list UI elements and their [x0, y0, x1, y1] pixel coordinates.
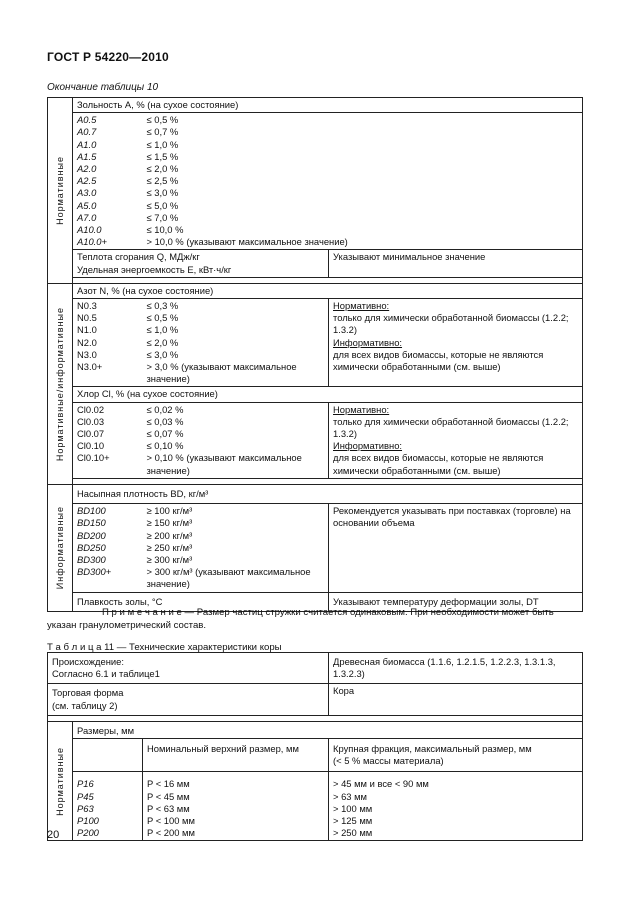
chlorine-codes: Cl0.02 Cl0.03 Cl0.07 Cl0.10 Cl0.10+: [73, 402, 143, 478]
size-title: Размеры, мм: [73, 721, 583, 738]
heat-left: Теплота сгорания Q, МДж/кг Удельная энергоемкость E, кВт·ч/кг: [73, 250, 329, 277]
ash-codes: A0.5 A0.7 A1.0 A1.5 A2.0 A2.5 A3.0 A5.0 A7.0 A10.0 A10.0+: [73, 113, 143, 250]
bulk-density-title: Насыпная плотность BD, кг/м³: [73, 484, 583, 503]
bulk-density-note: Рекомендуется указывать при поставках (торговле) на основании объема: [329, 504, 583, 592]
informative-label: Информативно:: [333, 440, 403, 452]
nominal-sizes: P < 16 мм P < 45 мм P < 63 мм P < 100 мм P < 200 мм: [143, 772, 329, 841]
coarse-fraction-values: > 45 мм и все < 90 мм > 63 мм > 100 мм > 125 мм > 250 мм: [329, 772, 583, 841]
page-number: 20: [47, 829, 60, 841]
ash-melting-left: Плавкость золы, °C: [73, 592, 329, 611]
group-label-normative: Нормативные: [48, 98, 73, 284]
trade-form-left: Торговая форма (см. таблицу 2): [48, 684, 329, 715]
origin-left: Происхождение: Согласно 6.1 и таблице1: [48, 653, 329, 684]
group-label-normative: Нормативные: [48, 721, 73, 841]
chlorine-values: ≤ 0,02 % ≤ 0,03 % ≤ 0,07 % ≤ 0,10 % > 0,10 % (указывают максимальное значение): [143, 402, 329, 478]
table-caption: Окончание таблицы 10: [47, 82, 159, 93]
informative-label: Информативно:: [333, 336, 403, 348]
normative-text: только для химически обработанной биомассы (1.2.2; 1.3.2): [333, 415, 569, 440]
normative-text: только для химически обработанной биомассы (1.2.2; 1.3.2): [333, 312, 569, 336]
normative-label: Нормативно:: [333, 403, 390, 415]
chlorine-title: Хлор Cl, % (на сухое состояние): [73, 387, 583, 402]
normative-label: Нормативно:: [333, 300, 390, 312]
nitrogen-codes: N0.3 N0.5 N1.0 N2.0 N3.0 N3.0+: [73, 299, 143, 387]
nitrogen-values: ≤ 0,3 % ≤ 0,5 % ≤ 1,0 % ≤ 2,0 % ≤ 3,0 % > 3,0 % (указывают максимальное значение): [143, 299, 329, 387]
ash-title: Зольность A, % (на сухое состояние): [73, 98, 583, 113]
bulk-density-codes: BD100 BD150 BD200 BD250 BD300 BD300+: [73, 504, 143, 592]
nitrogen-remark: [329, 299, 583, 387]
trade-form-right: Кора: [329, 684, 583, 715]
table-11-title: Т а б л и ц а 11 — Технические характеристики коры: [47, 642, 282, 653]
table-11: [47, 652, 583, 841]
document-header: ГОСТ Р 54220—2010: [47, 50, 169, 64]
nitrogen-title: Азот N, % (на сухое состояние): [73, 283, 583, 298]
nominal-size-header: Номинальный верхний размер, мм: [143, 739, 329, 772]
size-codes: P16 P45 P63 P100 P200: [73, 772, 143, 841]
informative-text: для всех видов биомассы, которые не являются химически обработанными (см. выше): [333, 452, 544, 476]
ash-values: ≤ 0,5 % ≤ 0,7 % ≤ 1,0 % ≤ 1,5 % ≤ 2,0 % ≤ 2,5 % ≤ 3,0 % ≤ 5,0 % ≤ 7,0 % ≤ 10,0 % > 10,0 % (указывают максимальное значение): [143, 113, 583, 250]
group-label-normative-informative: Нормативные/информативные: [48, 283, 73, 484]
table-10: [47, 97, 583, 612]
ash-melting-right: Указывают температуру деформации золы, DT: [329, 592, 583, 611]
chlorine-remark: [329, 402, 583, 478]
informative-text: для всех видов биомассы, которые не являются химически обработанными (см. выше): [333, 348, 544, 373]
heat-right: Указывают минимальное значение: [329, 250, 583, 277]
table-note: П р и м е ч а н и е — Размер частиц стружки считается одинаковым. При необходимости может быть указан гранулометрический состав.: [47, 607, 554, 631]
origin-right: Древесная биомасса (1.1.6, 1.2.1.5, 1.2.2.3, 1.3.1.3, 1.3.2.3): [329, 653, 583, 684]
bulk-density-values: ≥ 100 кг/м³ ≥ 150 кг/м³ ≥ 200 кг/м³ ≥ 250 кг/м³ ≥ 300 кг/м³ > 300 кг/м³ (указывают максимальное значение): [143, 504, 329, 592]
coarse-fraction-header: Крупная фракция, максимальный размер, мм (< 5 % массы материала): [329, 739, 583, 772]
group-label-informative: Информативные: [48, 484, 73, 611]
